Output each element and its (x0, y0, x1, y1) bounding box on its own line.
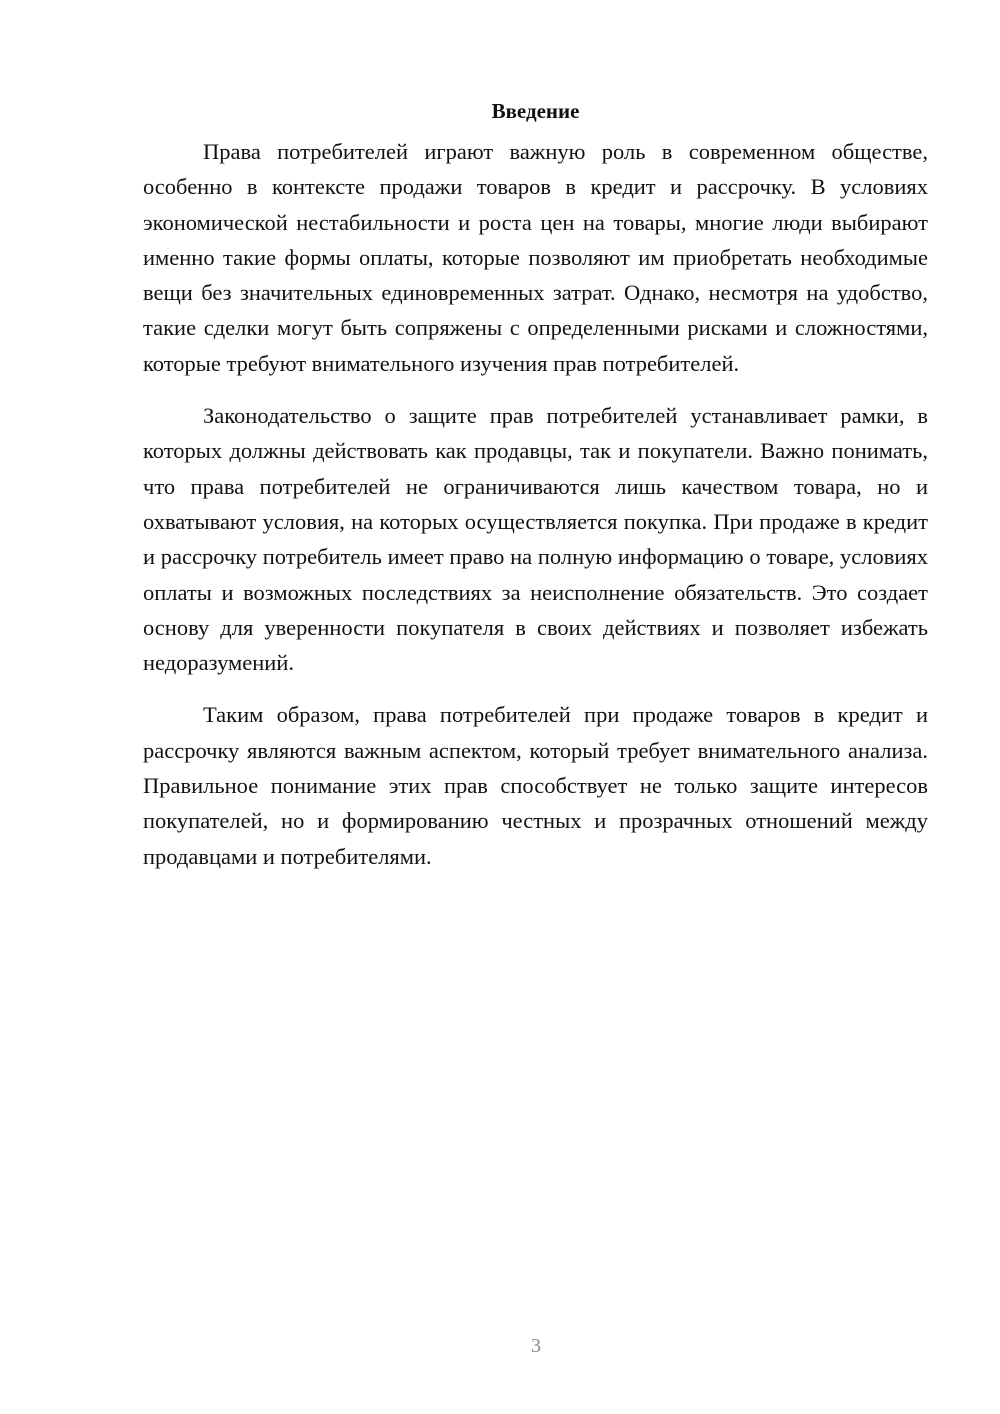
paragraph-1: Права потребителей играют важную роль в современном обществе, особенно в контексте продажи товаров в кредит и рассрочку. В условиях экономической нестабильности и роста цен на товары, многие люди выбирают именно такие формы оплаты, которые позволяют им приобретать необходимые вещи без значительных единовременных затрат. Однако, несмотря на удобство, такие сделки могут быть сопряжены с определенными рисками и сложностями, которые требуют внимательного изучения прав потребителей. (143, 139, 928, 376)
paragraph-2: Законодательство о защите прав потребителей устанавливает рамки, в которых должны действовать как продавцы, так и покупатели. Важно понимать, что права потребителей не ограничиваются лишь качеством товара, но и охватывают условия, на которых осуществляется покупка. При продаже в кредит и рассрочку потребитель имеет право на полную информацию о товаре, условиях оплаты и возможных последствиях за неисполнение обязательств. Это создает основу для уверенности покупателя в своих действиях и позволяет избежать недоразумений. (143, 403, 928, 676)
document-body (143, 96, 928, 891)
page-number: 3 (531, 1335, 541, 1357)
section-title: Введение (491, 99, 580, 123)
paragraph-3: Таким образом, права потребителей при продаже товаров в кредит и рассрочку являются важным аспектом, который требует внимательного анализа. Правильное понимание этих прав способствует не только защите интересов покупателей, но и формированию честных и прозрачных отношений между продавцами и потребителями. (143, 702, 928, 869)
